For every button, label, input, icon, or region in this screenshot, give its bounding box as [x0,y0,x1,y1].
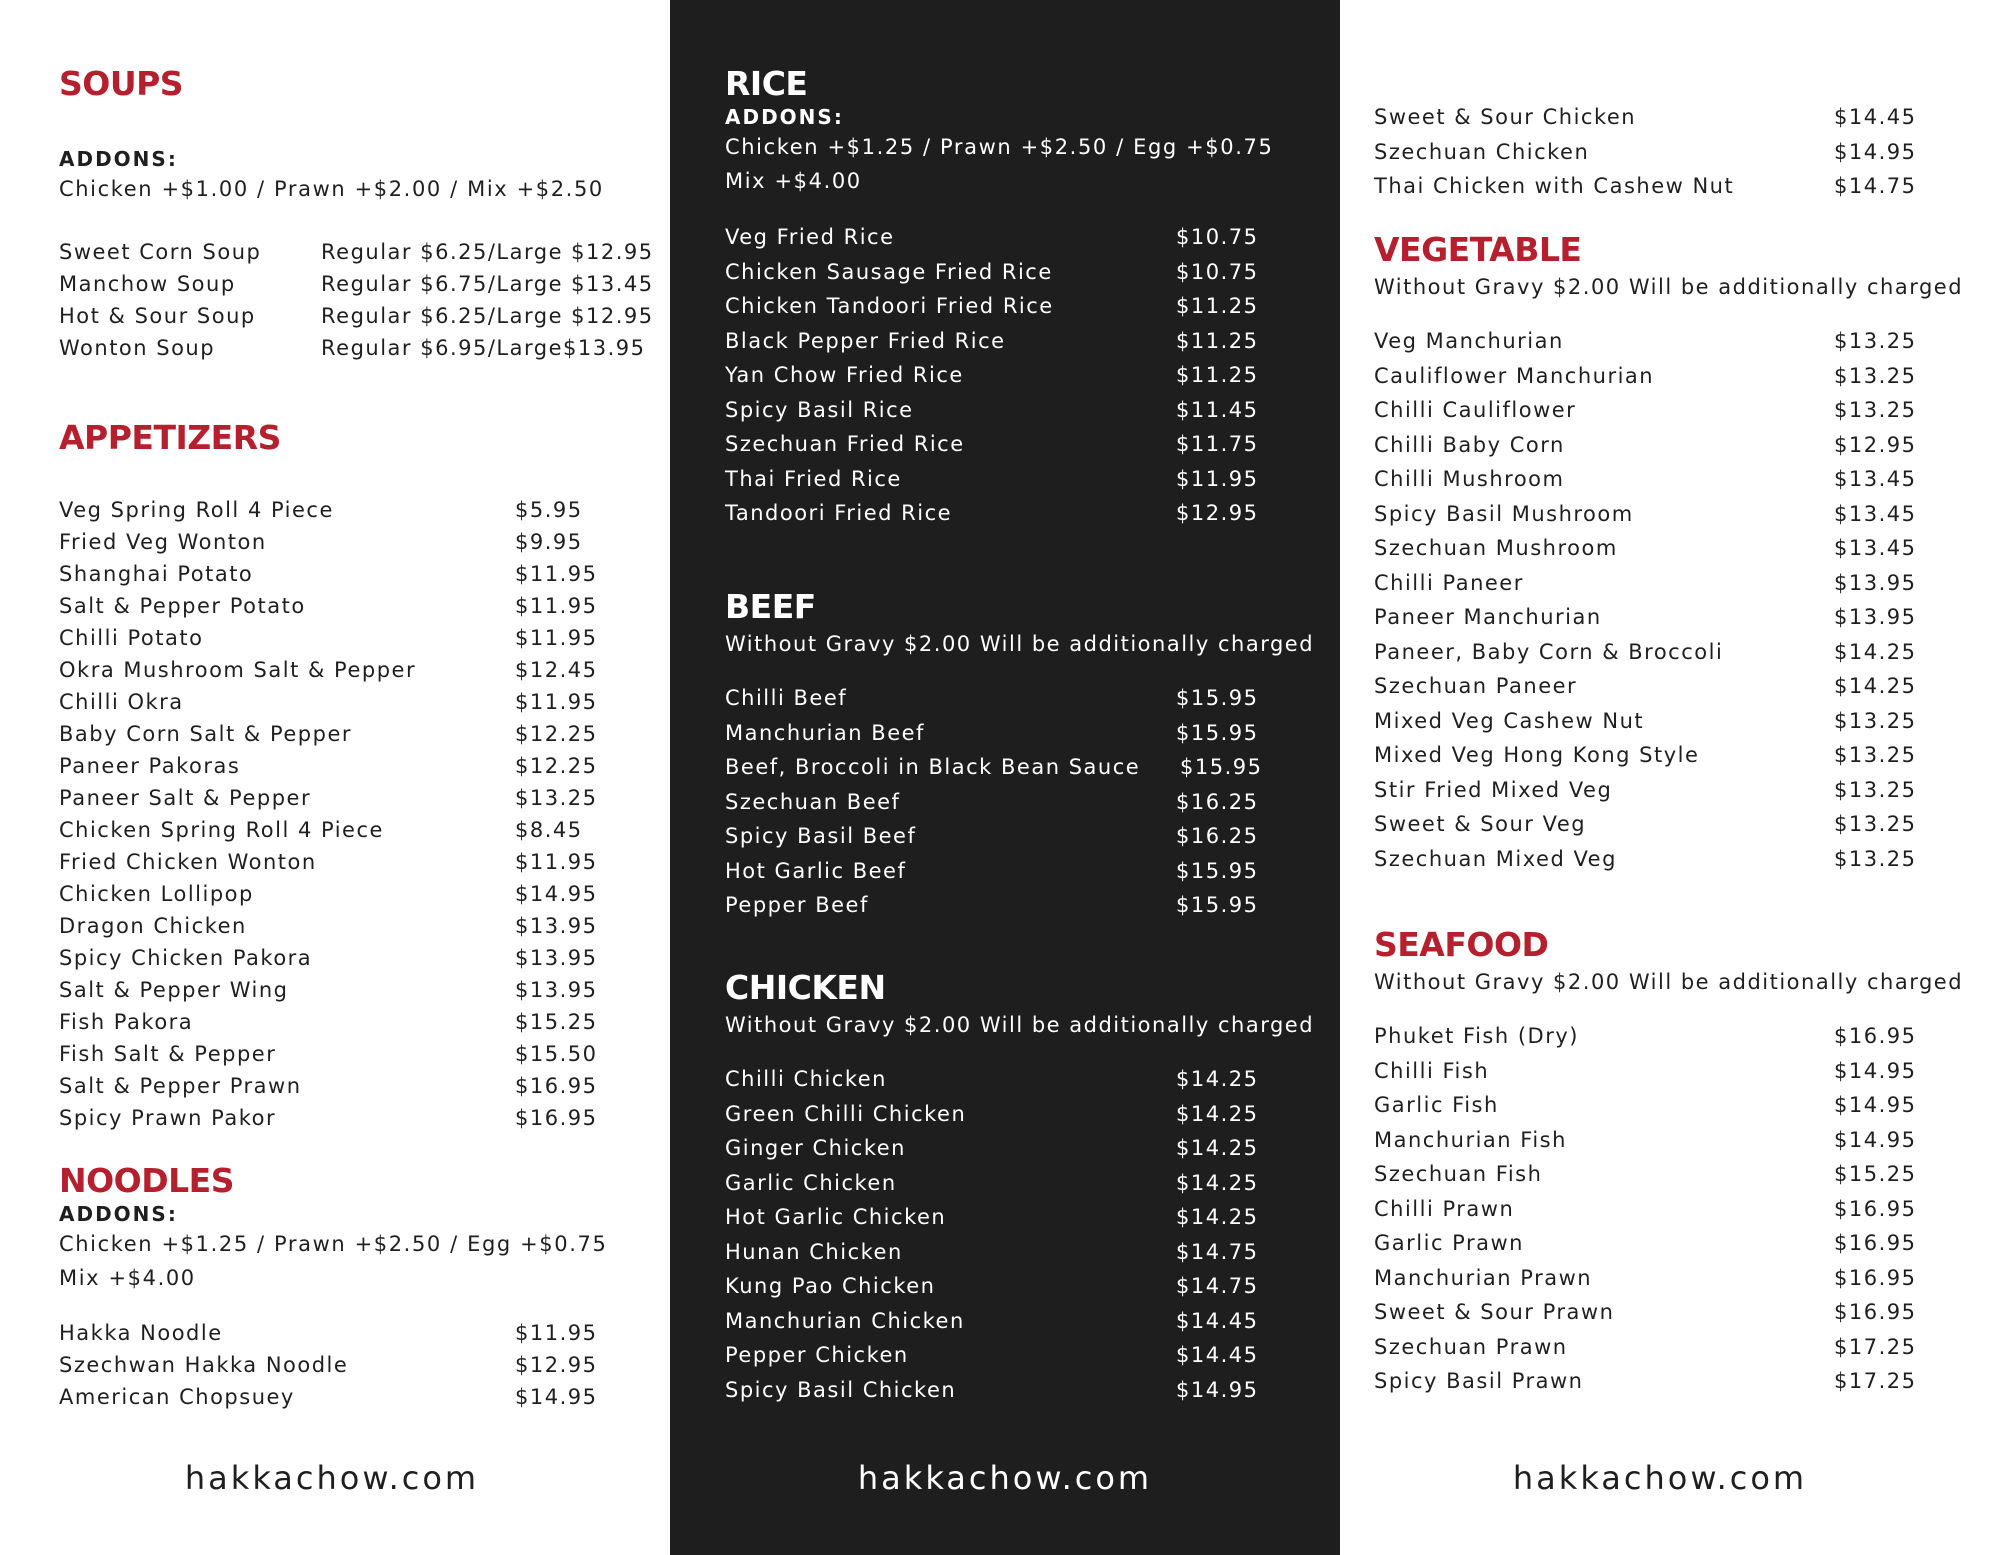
menu-item [725,716,1315,751]
menu-item-price: $12.45 [515,658,598,682]
menu-item [725,1235,1315,1270]
menu-item-price: $13.45 [1834,467,1917,491]
menu-item-price: $13.25 [1834,398,1917,422]
menu-item-name: Thai Fried Rice [725,466,902,491]
website-footer: hakkachow.com [857,1459,1153,1497]
menu-item-price: $13.95 [515,946,598,970]
menu-item [1374,1330,1969,1365]
menu-item-name: Garlic Fish [1374,1093,1499,1117]
menu-item-price: $12.25 [515,722,598,746]
menu-item-name: Chicken Sausage Fried Rice [725,259,1053,284]
menu-item [59,718,649,750]
menu-item-name: Mixed Veg Cashew Nut [1374,708,1645,733]
menu-item [1374,807,1969,842]
menu-item-price: $13.25 [1834,363,1917,388]
menu-item-price: $14.25 [1176,1136,1259,1160]
menu-item-name: Chilli Baby Corn [1374,432,1565,457]
menu-item-price: $13.95 [515,978,598,1002]
menu-item-price: $16.95 [515,1074,598,1098]
soups-section [59,64,654,364]
menu-item-price: $8.45 [515,818,583,842]
menu-item-price: $13.25 [515,786,598,810]
menu-item-price: $13.25 [1834,846,1917,871]
menu-item-price: $15.95 [1176,686,1259,710]
section-title-seafood: SEAFOOD [1374,925,1549,964]
menu-item-name: Veg Manchurian [1374,329,1564,353]
menu-item [1374,635,1969,670]
menu-item [1374,135,1969,170]
menu-item-price: $15.25 [515,1010,598,1034]
menu-item-price: $16.25 [1176,789,1259,814]
menu-item [1374,169,1969,204]
menu-item-name: Fish Salt & Pepper [59,1042,277,1066]
menu-item-price: $16.95 [515,1106,598,1130]
menu-item [1374,1364,1969,1399]
menu-item [725,681,1315,716]
menu-item [1374,1295,1969,1330]
beef-section [725,587,1315,923]
menu-item-price: $12.95 [1176,501,1259,525]
menu-item-name: Sweet & Sour Prawn [1374,1300,1615,1324]
appetizers-section [59,418,649,1134]
menu-item-price: $16.95 [1834,1265,1917,1290]
menu-item-name: Hot Garlic Chicken [725,1205,947,1229]
menu-item [725,1269,1315,1304]
menu-item [725,1338,1315,1373]
menu-item [59,622,649,654]
addons-line: Chicken +$1.25 / Prawn +$2.50 / Egg +$0.75 [59,1232,608,1256]
menu-item-price: $13.95 [1834,570,1917,595]
menu-item [1374,497,1969,532]
menu-item [1374,704,1969,739]
menu-item [59,1381,649,1413]
menu-item [59,1102,649,1134]
menu-item-price: $13.95 [1834,605,1917,629]
menu-item-name: Black Pepper Fried Rice [725,328,1006,353]
section-title-chicken: CHICKEN [725,968,886,1007]
menu-item [1374,359,1969,394]
menu-item-price: $15.50 [515,1042,598,1066]
menu-item-name: Manchow Soup [59,272,236,296]
menu-item-price: $14.75 [1176,1239,1259,1264]
menu-item-name: Okra Mushroom Salt & Pepper [59,658,417,682]
menu-item [59,526,649,558]
menu-item-name: Szechuan Mixed Veg [1374,846,1617,871]
menu-item-price: $15.25 [1834,1162,1917,1186]
menu-item-name: Szechwan Hakka Noodle [59,1353,349,1377]
addons-heading: ADDONS: [725,105,844,129]
section-title-rice: RICE [725,64,808,103]
addons-heading: ADDONS: [59,147,178,171]
menu-item-name: Garlic Chicken [725,1170,897,1195]
menu-item-name: Szechuan Chicken [1374,139,1590,164]
section-title-noodles: NOODLES [59,1161,234,1200]
menu-item [1374,842,1969,877]
menu-item-price: Regular $6.75/Large $13.45 [321,272,654,296]
menu-item-price: $5.95 [515,498,583,522]
menu-item-price: $14.45 [1176,1308,1259,1333]
menu-item-price: $11.95 [515,626,598,650]
menu-item [1374,462,1969,497]
gravy-note: Without Gravy $2.00 Will be additionally charged [725,1013,1315,1037]
menu-item-name: Hot Garlic Beef [725,858,907,883]
menu-item [725,888,1315,923]
menu-item [59,1070,649,1102]
menu-item [1374,1088,1969,1123]
menu-item [59,654,649,686]
website-footer: hakkachow.com [1512,1459,1808,1497]
addons-line: Mix +$4.00 [725,169,862,193]
menu-item [1374,566,1969,601]
menu-item [1374,1157,1969,1192]
menu-item [1374,1226,1969,1261]
menu-item-name: Chilli Prawn [1374,1196,1515,1221]
menu-item-name: Paneer Salt & Pepper [59,786,312,810]
gravy-note: Without Gravy $2.00 Will be additionally charged [725,632,1315,656]
chicken-continued-section [1374,100,1969,204]
menu-item-name: American Chopsuey [59,1385,295,1409]
section-title-soups: SOUPS [59,64,184,103]
menu-item-price: $16.25 [1176,824,1259,848]
menu-item-name: Hot & Sour Soup [59,304,256,328]
menu-item [725,324,1315,359]
menu-item-name: Green Chilli Chicken [725,1101,967,1126]
menu-item-name: Chilli Potato [59,626,204,650]
menu-item [725,358,1315,393]
menu-item [725,854,1315,889]
menu-item [59,878,649,910]
menu-item [1374,600,1969,635]
menu-item-name: Veg Fried Rice [725,225,895,249]
menu-item-price: $14.95 [515,882,598,906]
menu-item-name: Szechuan Fried Rice [725,432,965,456]
menu-panel-middle [670,0,1340,1555]
menu-item-price: $11.25 [1176,294,1259,318]
menu-item-name: Chilli Chicken [725,1067,887,1091]
menu-item-name: Salt & Pepper Prawn [59,1074,302,1098]
menu-item-price: $11.75 [1176,432,1259,456]
menu-item-price: $15.95 [1176,858,1259,883]
menu-item-name: Szechuan Fish [1374,1162,1543,1186]
menu-item-price: $11.95 [515,594,598,618]
menu-item-name: Spicy Basil Rice [725,397,914,422]
menu-item [59,1006,649,1038]
menu-item-price: $13.25 [1834,812,1917,836]
seafood-section [1374,925,1969,1399]
addons-heading: ADDONS: [59,1202,178,1226]
menu-item-price: $16.95 [1834,1231,1917,1255]
menu-item-name: Salt & Pepper Potato [59,594,306,618]
menu-item [725,220,1315,255]
menu-item [725,496,1315,531]
menu-panel-left [0,0,670,1555]
menu-item-price: $13.95 [515,914,598,938]
menu-item [725,1097,1315,1132]
menu-item [725,1373,1315,1408]
vegetable-section [1374,230,1969,876]
menu-item [725,1200,1315,1235]
menu-item-name: Manchurian Chicken [725,1308,965,1333]
menu-item-price: $11.95 [515,1321,598,1345]
menu-item-name: Hunan Chicken [725,1239,903,1264]
menu-item-name: Kung Pao Chicken [725,1274,936,1298]
chicken-section [725,968,1315,1407]
menu-item [725,1062,1315,1097]
menu-item-name: Mixed Veg Hong Kong Style [1374,743,1700,767]
menu-item [59,814,649,846]
menu-item-name: Manchurian Prawn [1374,1265,1593,1290]
menu-item [1374,324,1969,359]
menu-item [1374,773,1969,808]
menu-item-price: $16.95 [1834,1300,1917,1324]
menu-item-price: $17.25 [1834,1369,1917,1393]
menu-item-name: Beef, Broccoli in Black Bean Sauce [725,755,1141,779]
menu-item-price: $14.95 [515,1385,598,1409]
menu-item-name: Chicken Spring Roll 4 Piece [59,818,384,842]
menu-item [725,393,1315,428]
menu-item [1374,669,1969,704]
menu-item-name: Spicy Basil Chicken [725,1377,957,1402]
menu-item-price: $14.25 [1834,639,1917,664]
menu-item [725,255,1315,290]
menu-item-price: $11.95 [1176,466,1259,491]
menu-item-name: Wonton Soup [59,336,216,360]
menu-item [1374,1123,1969,1158]
menu-item-price: $12.95 [515,1353,598,1377]
menu-item [59,910,649,942]
menu-item [725,462,1315,497]
menu-item-name: Chilli Beef [725,686,848,710]
addons-line: Mix +$4.00 [59,1266,196,1290]
menu-item-price: $14.25 [1176,1067,1259,1091]
menu-item-price: $14.95 [1176,1377,1259,1402]
menu-item-price: $11.25 [1176,328,1259,353]
menu-item-name: Chicken Tandoori Fried Rice [725,294,1054,318]
menu-item-price: $14.95 [1834,1127,1917,1152]
noodles-section [59,1161,649,1413]
menu-item [725,289,1315,324]
menu-item-price: $17.25 [1834,1334,1917,1359]
menu-item [1374,1019,1969,1054]
menu-item-price: $12.95 [1834,432,1917,457]
menu-item-name: Pepper Beef [725,893,869,917]
menu-item-price: $11.95 [515,690,598,714]
menu-item-name: Yan Chow Fried Rice [725,363,964,387]
menu-item-name: Chilli Mushroom [1374,467,1565,491]
menu-item-name: Veg Spring Roll 4 Piece [59,498,334,522]
menu-item [725,1166,1315,1201]
menu-item-name: Spicy Prawn Pakor [59,1106,277,1130]
menu-item-price: Regular $6.95/Large$13.95 [321,336,646,360]
menu-item-name: Szechuan Mushroom [1374,536,1618,560]
menu-item-price: $13.25 [1834,743,1917,767]
menu-item [725,1131,1315,1166]
menu-item-price: $14.75 [1834,174,1917,198]
menu-item-name: Pepper Chicken [725,1343,909,1367]
menu-item-price: $14.25 [1176,1101,1259,1126]
menu-item-name: Chilli Paneer [1374,570,1524,595]
menu-item [1374,428,1969,463]
menu-item-price: $11.25 [1176,363,1259,387]
gravy-note: Without Gravy $2.00 Will be additionally charged [1374,275,1964,299]
menu-item [59,236,654,268]
menu-item-price: $14.95 [1834,1093,1917,1117]
menu-item-name: Szechuan Beef [725,789,901,814]
menu-item-name: Paneer, Baby Corn & Broccoli [1374,639,1724,664]
menu-item-name: Cauliflower Manchurian [1374,363,1655,388]
menu-item-price: $13.25 [1834,708,1917,733]
menu-item-name: Sweet Corn Soup [59,240,262,264]
menu-item [1374,1192,1969,1227]
menu-item-name: Salt & Pepper Wing [59,978,289,1002]
menu-item [59,1317,649,1349]
menu-item [59,300,654,332]
menu-item-name: Baby Corn Salt & Pepper [59,722,353,746]
menu-item-price: $14.25 [1176,1205,1259,1229]
menu-item-price: $10.75 [1176,259,1259,284]
menu-item [59,782,649,814]
menu-panel-right [1340,0,2000,1555]
menu-item-price: $13.25 [1834,329,1917,353]
menu-item-price: $13.25 [1834,777,1917,802]
menu-item-price: $9.95 [515,530,583,554]
menu-item [1374,1054,1969,1089]
menu-item [59,846,649,878]
menu-item-price: $13.45 [1834,536,1917,560]
menu-item-name: Fried Veg Wonton [59,530,267,554]
menu-item-price: $11.45 [1176,397,1259,422]
menu-item-name: Garlic Prawn [1374,1231,1524,1255]
menu-item-price: $14.95 [1834,1058,1917,1083]
menu-item [59,1038,649,1070]
menu-item-name: Spicy Basil Beef [725,824,917,848]
section-title-vegetable: VEGETABLE [1374,230,1582,269]
menu-item-price: $14.45 [1834,105,1917,129]
menu-item [59,686,649,718]
menu-item-name: Chilli Okra [59,690,184,714]
menu-item-price: $11.95 [515,562,598,586]
menu-item-price: $13.45 [1834,501,1917,526]
menu-item-name: Thai Chicken with Cashew Nut [1374,174,1735,198]
menu-item [725,1304,1315,1339]
menu-item-name: Szechuan Paneer [1374,674,1578,698]
menu-item-price: $16.95 [1834,1024,1917,1048]
menu-item-price: $12.25 [515,754,598,778]
menu-item-price: Regular $6.25/Large $12.95 [321,304,654,328]
menu-item-price: $14.95 [1834,139,1917,164]
menu-item-price: $15.95 [1180,755,1263,779]
menu-item [725,427,1315,462]
gravy-note: Without Gravy $2.00 Will be additionally charged [1374,970,1964,994]
addons-line: Chicken +$1.25 / Prawn +$2.50 / Egg +$0.75 [725,135,1274,159]
website-footer: hakkachow.com [184,1459,480,1497]
menu-item [59,750,649,782]
menu-item-name: Shanghai Potato [59,562,254,586]
menu-item-price: Regular $6.25/Large $12.95 [321,240,654,264]
menu-item-name: Paneer Manchurian [1374,605,1602,629]
menu-item [725,819,1315,854]
menu-item-price: $14.25 [1176,1170,1259,1195]
menu-item [59,974,649,1006]
menu-item [59,332,649,364]
menu-item [1374,393,1969,428]
menu-item-name: Manchurian Beef [725,720,925,745]
menu-item [1374,100,1969,135]
menu-item [1374,738,1969,773]
menu-item-name: Hakka Noodle [59,1321,223,1345]
menu-item-price: $16.95 [1834,1196,1917,1221]
menu-item-name: Chilli Cauliflower [1374,398,1577,422]
menu-item-name: Dragon Chicken [59,914,247,938]
menu-item [59,558,649,590]
menu-item-price: $10.75 [1176,225,1259,249]
menu-item-name: Spicy Basil Mushroom [1374,501,1634,526]
menu-item-name: Szechuan Prawn [1374,1334,1568,1359]
menu-item [59,590,649,622]
menu-item [725,750,1315,785]
menu-item-price: $15.95 [1176,720,1259,745]
menu-item [725,785,1315,820]
menu-item [59,494,649,526]
menu-item [1374,531,1969,566]
menu-item-name: Chicken Lollipop [59,882,254,906]
menu-item-name: Sweet & Sour Veg [1374,812,1587,836]
addons-line: Chicken +$1.00 / Prawn +$2.00 / Mix +$2.50 [59,177,604,201]
menu-item-name: Phuket Fish (Dry) [1374,1024,1579,1048]
menu-item-name: Tandoori Fried Rice [725,501,953,525]
menu-item [1374,1261,1969,1296]
section-title-appetizers: APPETIZERS [59,418,281,457]
menu-item-name: Stir Fried Mixed Veg [1374,777,1613,802]
menu-item [59,942,649,974]
menu-item-name: Spicy Chicken Pakora [59,946,313,970]
menu-item-price: $14.75 [1176,1274,1259,1298]
menu-item-price: $14.25 [1834,674,1917,698]
menu-item-name: Manchurian Fish [1374,1127,1567,1152]
menu-item [59,268,654,300]
menu-item-price: $11.95 [515,850,598,874]
menu-item-price: $15.95 [1176,893,1259,917]
menu-item-name: Chilli Fish [1374,1058,1490,1083]
menu-item-name: Sweet & Sour Chicken [1374,105,1637,129]
menu-item [59,1349,649,1381]
menu-item-name: Fried Chicken Wonton [59,850,317,874]
menu-item-name: Fish Pakora [59,1010,194,1034]
menu-item-price: $14.45 [1176,1343,1259,1367]
menu-item-name: Paneer Pakoras [59,754,241,778]
rice-section [725,64,1315,531]
menu-item-name: Spicy Basil Prawn [1374,1369,1584,1393]
menu-item-name: Ginger Chicken [725,1136,906,1160]
section-title-beef: BEEF [725,587,816,626]
